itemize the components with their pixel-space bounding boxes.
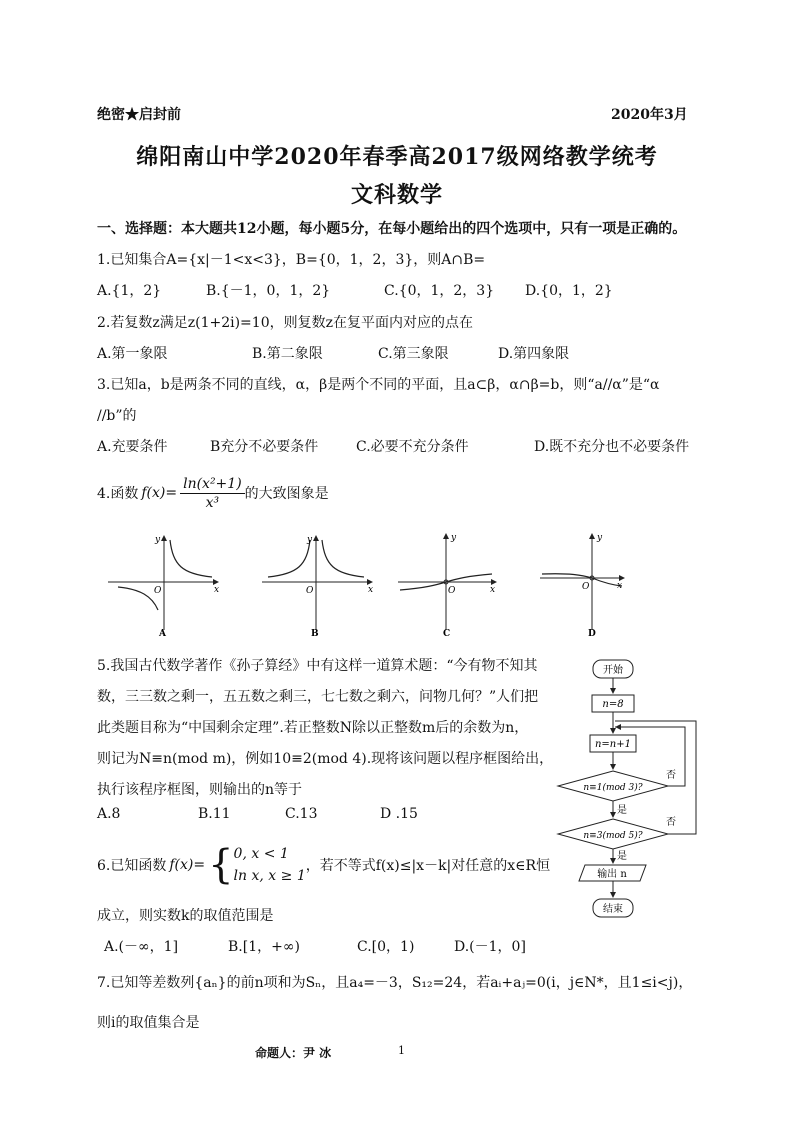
q1-option-b: B.{－1，0，1，2}: [206, 283, 331, 299]
q6-line2: 成立，则实数k的取值范围是: [97, 908, 274, 924]
q4-denominator: x³: [205, 494, 220, 511]
flow-cond1-yes: 是: [617, 805, 627, 816]
graph-d-origin: O: [582, 582, 590, 592]
q2-option-d: D.第四象限: [498, 346, 570, 362]
exam-subject: 文科数学: [350, 182, 443, 208]
graph-b-x-label: x: [368, 585, 374, 595]
header-confidential: 绝密★启封前: [97, 107, 181, 123]
graph-d-y-label: y: [597, 533, 603, 543]
flow-init-text: n=8: [602, 699, 624, 710]
q6-cases: [234, 843, 306, 887]
q2-option-c: C.第三象限: [378, 346, 449, 362]
graph-b-y-label: y: [307, 535, 313, 545]
q4-suffix: 的大致图象是: [244, 486, 329, 502]
q4-fx: f(x)=: [141, 485, 178, 501]
footer-author: 命题人：尹 冰: [255, 1046, 332, 1060]
q4-numerator: ln(x²+1): [180, 476, 245, 494]
graph-c: [398, 533, 496, 639]
q6-option-a: A.(－∞，1]: [104, 939, 179, 955]
q6-case1: 0, x < 1: [233, 846, 289, 862]
q6-stem: [97, 838, 550, 892]
q5-option-b: B.11: [198, 806, 231, 822]
q6-prefix: 6.已知函数: [97, 858, 167, 874]
q1-option-c: C.{0，1，2，3}: [384, 283, 495, 299]
q6-case2: ln x, x ≥ 1: [233, 868, 306, 884]
q5-option-a: A.8: [97, 806, 121, 822]
graph-a-label: A: [159, 629, 166, 639]
q4-graphs: [100, 530, 630, 642]
header-date: 2020年3月: [611, 107, 688, 123]
q6-option-b: B.[1，+∞): [228, 939, 300, 955]
q4-fraction: [180, 476, 245, 511]
flow-output-text: 输出 n: [597, 869, 627, 880]
footer-page-number: 1: [398, 1044, 405, 1057]
graph-d-label: D: [588, 629, 596, 639]
q5-option-c: C.13: [285, 806, 318, 822]
flow-cond1-no: 否: [666, 770, 676, 781]
q3-line2: //b”的: [97, 408, 137, 424]
flow-cond2-no: 否: [666, 817, 676, 828]
flow-cond1-text: n≡1(mod 3)?: [583, 783, 643, 793]
flow-end-text: 结束: [603, 904, 623, 915]
q5-line3: 此类题目称为“中国剩余定理”.若正整数N除以正整数m后的余数为n，: [97, 720, 529, 736]
graph-a: [108, 535, 219, 639]
q2-stem: 2.若复数z满足z(1+2i)=10，则复数z在复平面内对应的点在: [97, 315, 473, 331]
q6-fx: f(x)=: [169, 857, 206, 873]
graph-c-origin: O: [448, 586, 456, 596]
q1-option-d: D.{0，1，2}: [525, 283, 613, 299]
q5-line2: 数，三三数之剩一，五五数之剩三，七七数之剩六，问物几何？”人们把: [97, 689, 539, 705]
q5-line5: 执行该程序框图，则输出的n等于: [97, 782, 303, 798]
graph-b-label: B: [311, 629, 319, 639]
graph-a-y-label: y: [155, 535, 161, 545]
flow-step-text: n=n+1: [594, 739, 632, 750]
q7-line2: 则i的取值集合是: [97, 1015, 200, 1031]
q3-option-b: B充分不必要条件: [210, 439, 319, 455]
q5-line4: 则记为N≡n(mod m)，例如10≡2(mod 4).现将该问题以程序框图给出，: [97, 751, 554, 767]
q3-option-a: A.充要条件: [97, 439, 168, 455]
graph-d: [540, 533, 624, 639]
q3-option-d: D.既不充分也不必要条件: [534, 439, 690, 455]
q1-stem: 1.已知集合A={x|－1<x<3}，B={0，1，2，3}，则A∩B=: [97, 252, 486, 268]
q3-option-c: C.必要不充分条件: [356, 439, 469, 455]
q6-option-d: D.(－1，0]: [454, 939, 526, 955]
flow-cond2-text: n≡3(mod 5)?: [583, 831, 643, 841]
graph-c-y-label: y: [451, 533, 457, 543]
flow-cond2-yes: 是: [617, 851, 627, 862]
graph-a-origin: O: [154, 586, 162, 596]
graph-c-label: C: [443, 629, 451, 639]
graph-a-x-label: x: [214, 585, 220, 595]
q5-line1: 5.我国古代数学著作《孙子算经》中有这样一道算术题：“今有物不知其: [97, 658, 538, 674]
flow-start-text: 开始: [603, 665, 623, 676]
graph-b: [262, 535, 373, 639]
q1-option-a: A.{1，2}: [97, 283, 162, 299]
q2-option-a: A.第一象限: [97, 346, 168, 362]
q6-brace: {: [208, 842, 234, 888]
graph-b-origin: O: [306, 586, 314, 596]
exam-title: 绵阳南山中学2020年春季高2017级网络教学统考: [136, 144, 658, 170]
q5-option-d: D .15: [380, 806, 418, 822]
graph-c-x-label: x: [490, 585, 496, 595]
graph-d-x-label: x: [617, 581, 623, 591]
flowchart: [548, 655, 718, 923]
section-heading: 一、选择题：本大题共12小题，每小题5分，在每小题给出的四个选项中，只有一项是正确的。: [97, 221, 687, 237]
q6-suffix: ，若不等式f(x)≤|x－k|对任意的x∈R恒: [305, 858, 551, 874]
q3-line1: 3.已知a，b是两条不同的直线，α，β是两个不同的平面，且a⊂β，α∩β=b，则“a//α”是“α: [97, 377, 660, 393]
q7-line1: 7.已知等差数列{aₙ}的前n项和为Sₙ，且a₄=－3，S₁₂=24，若aᵢ+aⱼ=0(i，j∈N*，且1≤i<j)，: [97, 975, 693, 991]
q2-option-b: B.第二象限: [252, 346, 323, 362]
q4-stem: [97, 472, 329, 514]
q6-option-c: C.[0，1): [357, 939, 415, 955]
q4-prefix: 4.函数: [97, 486, 139, 502]
